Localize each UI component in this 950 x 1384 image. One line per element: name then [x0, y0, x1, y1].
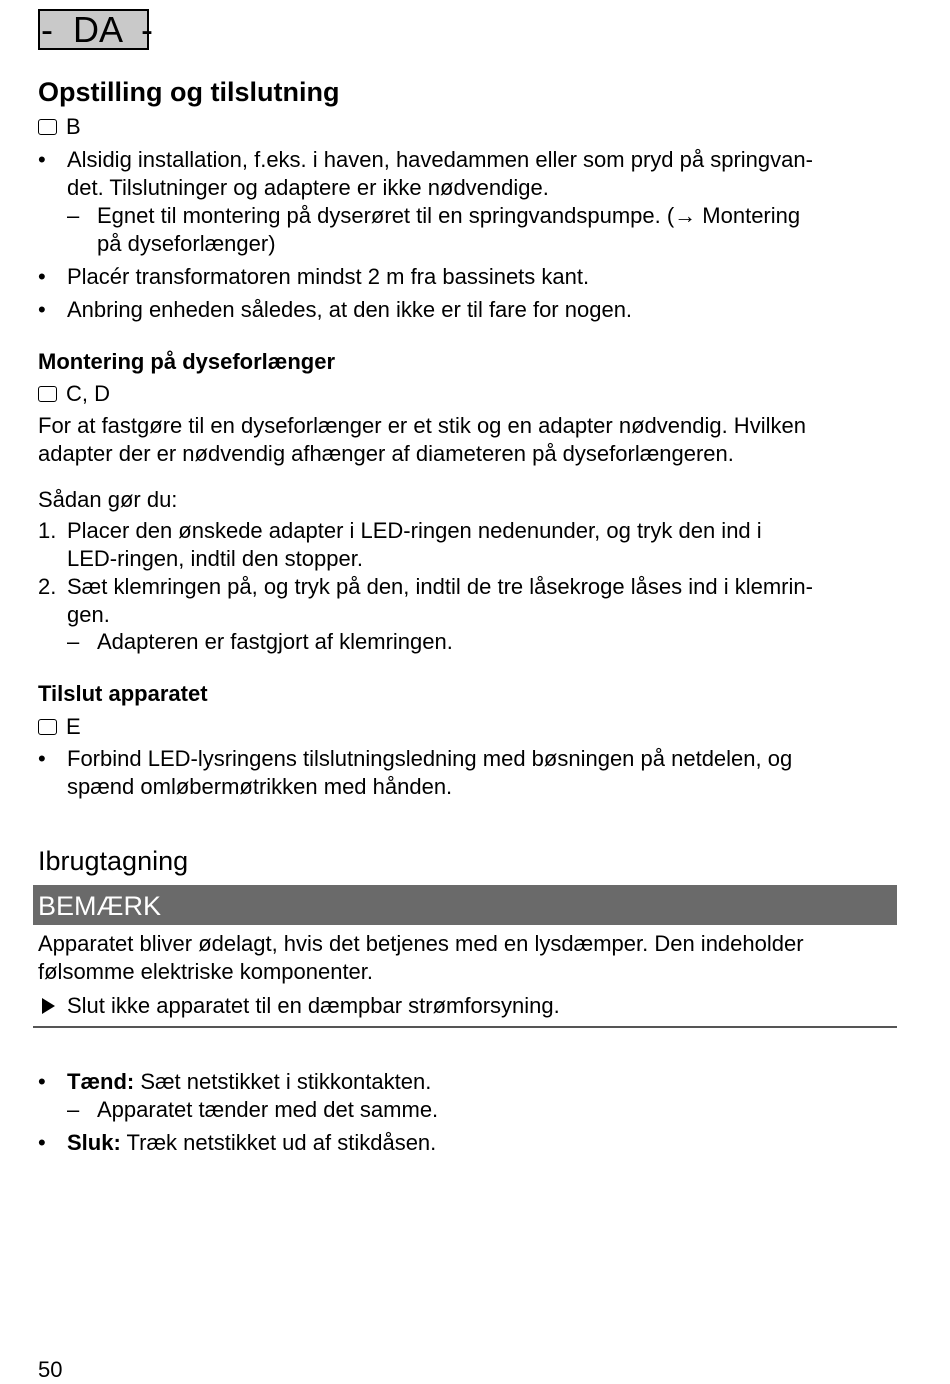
step-item-cont: LED-ringen, indtil den stopper. [67, 546, 363, 571]
figure-ref-cd [38, 380, 110, 408]
list-item: Alsidig installation, f.eks. i haven, havedammen eller som pryd på springvan- [67, 147, 813, 172]
notice-action: Slut ikke apparatet til en dæmpbar strømforsyning. [67, 993, 560, 1018]
bullet-icon: • [38, 264, 46, 289]
bullet-icon: • [38, 297, 46, 322]
step-number: 1. [38, 518, 57, 543]
sub-list-item: Adapteren er fastgjort af klemringen. [97, 629, 453, 654]
figure-ref-b [38, 113, 81, 141]
dash-icon: – [67, 629, 80, 654]
figure-icon [38, 719, 57, 735]
off-text: Træk netstikket ud af stikdåsen. [120, 1130, 437, 1155]
list-item-off [67, 1129, 436, 1157]
sub-list-item: Apparatet tænder med det samme. [97, 1097, 439, 1122]
list-item: Placér transformatoren mindst 2 m fra bassinets kant. [67, 264, 590, 289]
dash-icon: – [67, 1097, 80, 1122]
figure-icon [38, 119, 57, 135]
list-item-on [67, 1068, 431, 1096]
list-item-cont: spænd omløbermøtrikken med hånden. [67, 774, 453, 799]
list-item: Forbind LED-lysringens tilslutningsledning med bøsningen på netdelen, og [67, 746, 793, 771]
step-item: Placer den ønskede adapter i LED-ringen nedenunder, og tryk den ind i [67, 518, 762, 543]
section-title-operation: Ibrugtagning [38, 846, 189, 876]
bullet-icon: • [38, 1130, 46, 1155]
paragraph: Sådan gør du: [38, 487, 178, 512]
section-title-setup: Opstilling og tilslutning [38, 77, 340, 107]
off-label: Sluk: [67, 1130, 121, 1155]
list-item-cont: det. Tilslutninger og adaptere er ikke nødvendige. [67, 175, 549, 200]
notice-banner: BEMÆRK [33, 885, 897, 925]
bullet-icon: • [38, 1069, 46, 1094]
divider [33, 1026, 897, 1028]
figure-icon [38, 386, 57, 402]
dash-icon: – [67, 203, 80, 228]
list-item: Anbring enheden således, at den ikke er til fare for nogen. [67, 297, 633, 322]
arrow-icon [42, 998, 55, 1019]
bullet-icon: • [38, 746, 46, 771]
notice-text: Apparatet bliver ødelagt, hvis det betjenes med en lysdæmper. Den indeholder [38, 931, 804, 956]
figure-ref-label: B [66, 114, 81, 139]
sub-list-item-cont: på dyseforlænger) [97, 231, 276, 256]
bullet-icon: • [38, 147, 46, 172]
on-label: Tænd: [67, 1069, 135, 1094]
step-item-cont: gen. [67, 602, 110, 627]
section-title-connect: Tilslut apparatet [38, 681, 208, 706]
step-number: 2. [38, 574, 57, 599]
paragraph: For at fastgøre til en dyseforlænger er et stik og en adapter nødvendig. Hvilken [38, 413, 806, 438]
figure-ref-e [38, 713, 81, 741]
figure-ref-label: E [66, 714, 81, 739]
on-text: Sæt netstikket i stikkontakten. [134, 1069, 432, 1094]
language-tag: - DA - [38, 9, 149, 50]
notice-text-cont: følsomme elektriske komponenter. [38, 959, 374, 984]
section-title-mounting: Montering på dyseforlænger [38, 349, 336, 374]
paragraph-cont: adapter der er nødvendig afhænger af diameteren på dyseforlængeren. [38, 441, 734, 466]
page-number: 50 [38, 1357, 63, 1382]
step-item: Sæt klemringen på, og tryk på den, indtil de tre låsekroge låses ind i klemrin- [67, 574, 813, 599]
sub-list-item: Egnet til montering på dyserøret til en springvandspumpe. (→ Montering [97, 203, 801, 228]
figure-ref-label: C, D [66, 381, 110, 406]
